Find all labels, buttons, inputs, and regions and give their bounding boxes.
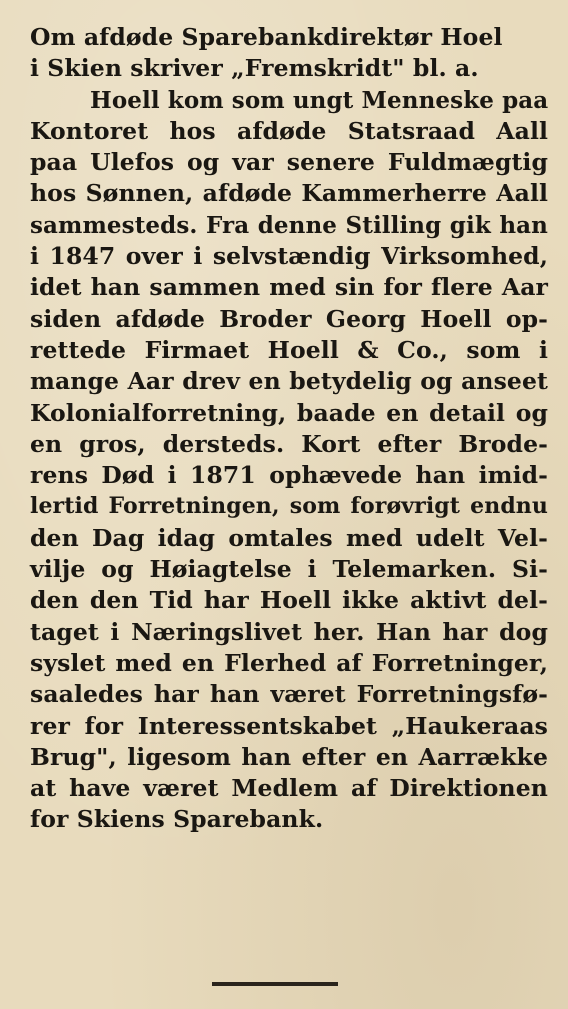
article-line: mange Aar drev en betydelig og anseet xyxy=(30,367,548,396)
article-line: paa Ulefos og var senere Fuldmægtig xyxy=(30,148,548,177)
article-line: for Skiens Sparebank. xyxy=(30,805,324,834)
article-line: rettede Firmaet Hoell & Co., som i xyxy=(30,335,548,364)
article-line: idet han sammen med sin for flere Aar xyxy=(30,273,548,302)
article-line: taget i Næringslivet her. Han har dog xyxy=(30,617,548,646)
article-line: lertid Forretningen, som forøvrigt endnu xyxy=(30,493,548,520)
article-line: rer for Interessentskabet „Haukeraas xyxy=(30,711,548,740)
article-line: rens Død i 1871 ophævede han imid- xyxy=(30,461,548,490)
article-line: Om afdøde Sparebankdirektør Hoel xyxy=(30,23,503,51)
article-line: syslet med en Flerhed af Forretninger, xyxy=(30,648,548,677)
article-line: saaledes har han været Forretningsfø- xyxy=(30,680,548,709)
article-line: hos Sønnen, afdøde Kammerherre Aall xyxy=(30,179,548,208)
article-line: den Dag idag omtales med udelt Vel- xyxy=(30,523,548,552)
article-line: en gros, dersteds. Kort efter Brode- xyxy=(30,429,548,458)
article-line: Hoell kom som ungt Menneske paa xyxy=(90,86,549,114)
article-line: den den Tid har Hoell ikke aktivt del- xyxy=(30,586,548,615)
article-line: siden afdøde Broder Georg Hoell op- xyxy=(30,304,548,333)
article-column xyxy=(30,22,548,836)
article-line: sammesteds. Fra denne Stilling gik han xyxy=(30,211,548,239)
column-divider-rule xyxy=(212,982,338,986)
article-line: Kolonialforretning, baade en detail og xyxy=(30,398,548,427)
article-line: Brug", ligesom han efter en Aarrække xyxy=(30,742,548,771)
article-line: at have været Medlem af Direktionen xyxy=(30,774,548,803)
article-line: Kontoret hos afdøde Statsraad Aall xyxy=(30,116,548,145)
article-line: i 1847 over i selvstændig Virksomhed, xyxy=(30,242,548,271)
article-line: vilje og Høiagtelse i Telemarken. Si- xyxy=(30,555,548,584)
article-line: i Skien skriver „Fremskridt" bl. a. xyxy=(30,54,479,83)
